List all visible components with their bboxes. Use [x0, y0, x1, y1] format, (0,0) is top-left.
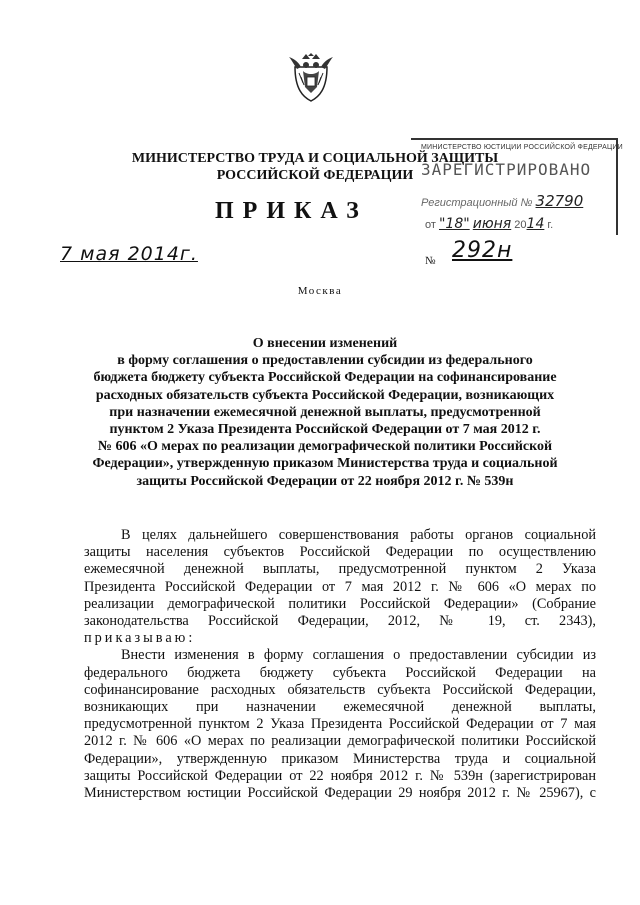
russian-coat-of-arms-icon — [287, 53, 335, 103]
heading-line: защиты Российской Федерации от 22 ноября 2012 г. № 539н — [136, 473, 514, 489]
body-line: предусмотренной пунктом 2 Указа Президента Российской Федерации от 7 мая — [84, 716, 596, 733]
heading-line: Федерации», утвержденную приказом Министерства труда и социальной — [92, 456, 558, 472]
stamp-date-day: "18" — [438, 216, 470, 232]
order-number-handwritten: 292н — [452, 238, 513, 263]
body-line: 2012 г. № 606 «О мерах по реализации демографической политики Российской — [84, 733, 596, 750]
heading-line: бюджета бюджету субъекта Российской Федерации на софинансирование — [93, 370, 557, 386]
heading-line: при назначении ежемесячной денежной выплаты, предусмотренной — [109, 404, 541, 420]
stamp-date-month: июня — [472, 216, 512, 232]
body-line: ежемесячной денежной выплаты, предусмотренной пунктом 2 Указа — [84, 561, 596, 578]
body-line: реализации демографической политики Российской Федерации» (Собрание — [84, 595, 596, 612]
body-line: защиты Российской Федерации от 22 ноября 2012 г. № 539н (зарегистрирован — [84, 767, 596, 784]
city-name: Москва — [297, 285, 343, 297]
heading-line: пунктом 2 Указа Президента Российской Федерации от 7 мая 2012 г. — [109, 422, 541, 438]
heading-line: в форму соглашения о предоставлении субсидии из федерального — [117, 353, 533, 369]
order-date-handwritten: 7 мая 2014г. — [60, 243, 198, 265]
order-title: ПРИКАЗ — [215, 198, 368, 224]
stamp-reg-label: Регистрационный № — [421, 197, 533, 209]
order-body — [84, 527, 596, 802]
order-heading — [80, 335, 570, 490]
heading-line: О внесении изменений — [252, 336, 398, 351]
stamp-org-line: МИНИСТЕРСТВО ЮСТИЦИИ РОССИЙСКОЙ ФЕДЕРАЦИИ — [421, 144, 623, 151]
stamp-reg-number-row — [421, 192, 583, 210]
body-line: Внести изменения в форму соглашения о предоставлении субсидии из — [121, 647, 596, 664]
body-line: Федерации», утвержденную приказом Министерства труда и социальной — [84, 750, 596, 767]
body-line: возникающих при назначении ежемесячной денежной выплаты, — [84, 699, 596, 716]
ministry-line-2: РОССИЙСКОЙ ФЕДЕРАЦИИ — [216, 168, 414, 183]
stamp-date-year-suffix: 14 — [526, 216, 545, 232]
heading-line: № 606 «О мерах по реализации демографической политики Российской — [97, 439, 553, 455]
order-number-sign: № — [425, 255, 436, 267]
body-line: Президента Российской Федерации от 7 мая 2012 г. № 606 «О мерах по — [84, 578, 596, 595]
body-line: Министерством юстиции Российской Федерации 29 ноября 2012 г. № 25967), с — [84, 785, 596, 802]
body-line: законодательства Российской Федерации, 2012, № 19, ст. 2343), — [84, 613, 596, 630]
ministry-line-1: МИНИСТЕРСТВО ТРУДА И СОЦИАЛЬНОЙ ЗАЩИТЫ — [131, 151, 499, 166]
body-line: защиты населения субъектов Российской Федерации по осуществлению — [84, 544, 596, 561]
stamp-date-year-prefix: 20 — [514, 219, 527, 231]
body-line: федерального бюджета бюджету субъекта Российской Федерации на — [84, 664, 596, 681]
stamp-date-suffix: г. — [547, 219, 554, 231]
registration-stamp — [411, 138, 623, 235]
body-line: софинансирование расходных обязательств субъекта Российской Федерации, — [84, 681, 596, 698]
heading-line: расходных обязательств субъекта Российской Федерации, возникающих — [95, 387, 555, 403]
stamp-reg-number: 32790 — [535, 192, 584, 210]
orders-word: приказываю: — [84, 630, 196, 647]
stamp-registered: ЗАРЕГИСТРИРОВАНО — [421, 160, 592, 179]
stamp-date-row — [425, 216, 553, 232]
body-line: В целях дальнейшего совершенствования работы органов социальной — [121, 527, 596, 543]
stamp-date-prefix: от — [425, 219, 436, 231]
